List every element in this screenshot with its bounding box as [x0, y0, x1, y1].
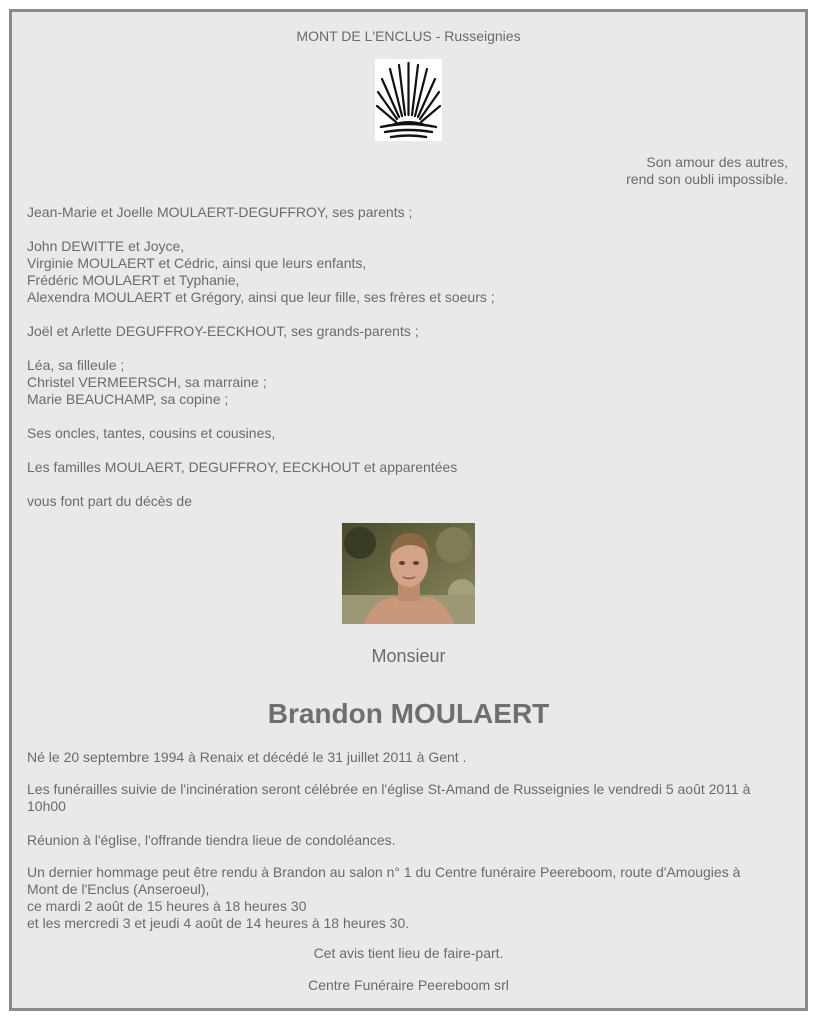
- sibling-line: John DEWITTE et Joyce,: [27, 238, 185, 254]
- tribute-block: [27, 864, 790, 932]
- relation-line: Marie BEAUCHAMP, sa copine ;: [27, 391, 229, 407]
- quote-line: Son amour des autres,: [646, 154, 788, 170]
- relatives-line: Ses oncles, tantes, cousins et cousines,: [27, 425, 276, 441]
- grandparents-line: Joël et Arlette DEGUFFROY-EECKHOUT, ses grands-parents ;: [27, 323, 419, 339]
- reunion-line: Réunion à l'église, l'offrande tiendra lieue de condoléances.: [27, 832, 396, 848]
- rising-sun-icon: [375, 59, 442, 141]
- sibling-line: Alexendra MOULAERT et Grégory, ainsi que leur fille, ses frères et soeurs ;: [27, 289, 495, 305]
- obituary-notice: [9, 9, 808, 1011]
- quote-line: rend son oubli impossible.: [626, 171, 788, 187]
- tribute-line: Un dernier hommage peut être rendu à Brandon au salon n° 1 du Centre funéraire Peereboom, route d'Amougies à: [27, 864, 741, 880]
- notice-line: Cet avis tient lieu de faire-part.: [313, 945, 504, 961]
- funeral-line: 10h00: [27, 798, 66, 814]
- memorial-quote: [626, 154, 788, 188]
- tribute-line: ce mardi 2 août de 15 heures à 18 heures 30: [27, 898, 307, 914]
- sibling-line: Virginie MOULAERT et Cédric, ainsi que leurs enfants,: [27, 255, 367, 271]
- location-heading: MONT DE L'ENCLUS - Russeignies: [296, 28, 521, 44]
- deceased-name: Brandon MOULAERT: [267, 698, 550, 729]
- sibling-line: Frédéric MOULAERT et Typhanie,: [27, 272, 240, 288]
- relation-line: Christel VERMEERSCH, sa marraine ;: [27, 374, 267, 390]
- tribute-line: Mont de l'Enclus (Anseroeul),: [27, 881, 210, 897]
- others-block: [27, 357, 790, 408]
- announce-line: vous font part du décès de: [27, 493, 192, 509]
- company-line: Centre Funéraire Peereboom srl: [308, 977, 509, 993]
- funeral-block: [27, 781, 790, 815]
- families-line: Les familles MOULAERT, DEGUFFROY, EECKHOUT et apparentées: [27, 459, 458, 475]
- portrait-photo: [342, 523, 475, 624]
- parents-line: Jean-Marie et Joelle MOULAERT-DEGUFFROY, ses parents ;: [27, 204, 413, 220]
- siblings-block: [27, 238, 790, 306]
- funeral-line: Les funérailles suivie de l'incinération seront célébrée en l'église St-Amand de Russeignies le vendredi 5 août 2011 à: [27, 781, 751, 797]
- birth-death-line: Né le 20 septembre 1994 à Renaix et décédé le 31 juillet 2011 à Gent .: [27, 749, 467, 765]
- tribute-line: et les mercredi 3 et jeudi 4 août de 14 heures à 18 heures 30.: [27, 915, 410, 931]
- relation-line: Léa, sa filleule ;: [27, 357, 125, 373]
- deceased-title: Monsieur: [371, 646, 446, 666]
